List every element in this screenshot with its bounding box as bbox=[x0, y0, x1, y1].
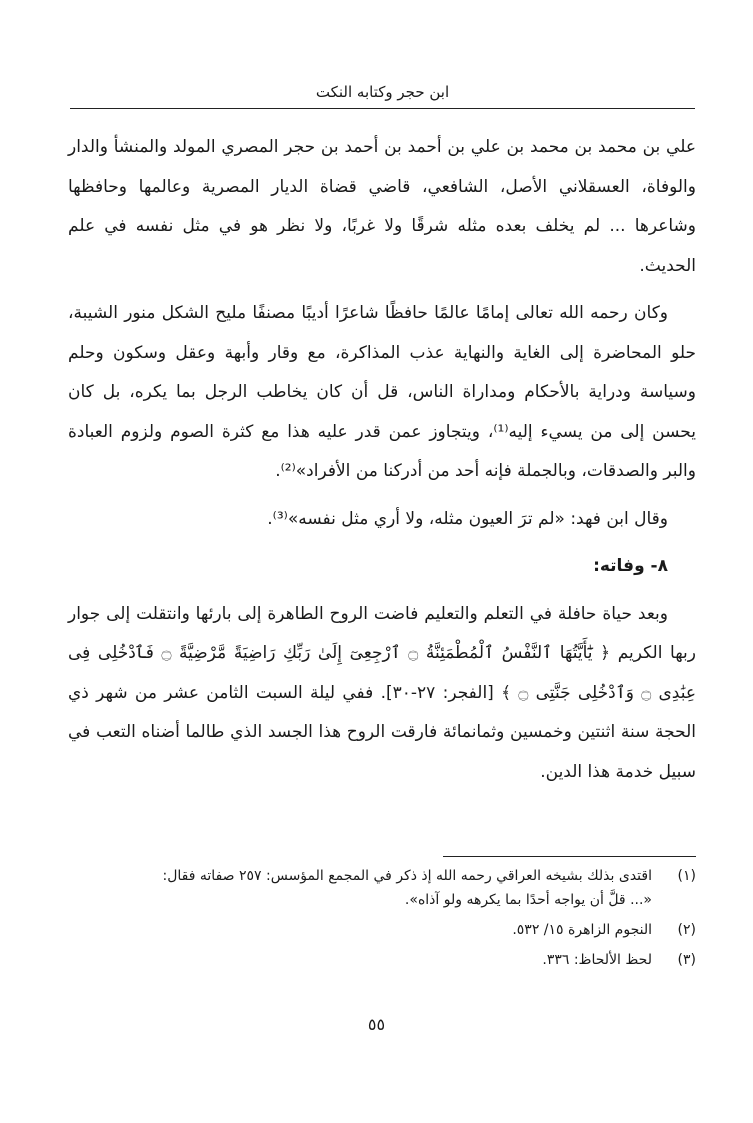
text-line: الذي طالما أضناه التعب في سبيل خدمة هذا الدين. bbox=[68, 722, 696, 782]
footnote-number: (٢) bbox=[677, 922, 696, 938]
paragraph-2 bbox=[68, 294, 696, 492]
footnote-text: لحظ الألحاظ: ٣٣٦. bbox=[542, 952, 652, 968]
footnote-item bbox=[68, 918, 696, 942]
section-heading: ٨- وفاته: bbox=[593, 556, 668, 576]
footnote-item bbox=[68, 864, 696, 888]
footnote-number: (٣) bbox=[677, 952, 696, 968]
footnote-continuation: «... قلَّ أن يواجه أحدًا بما يكرهه ولو آذاه». bbox=[404, 892, 652, 908]
footnote-number: (١) bbox=[677, 868, 696, 884]
text-line: علي بن محمد بن محمد بن علي بن أحمد بن أحمد بن حجر المصري المولد والمنشأ والدار bbox=[68, 137, 696, 157]
text-line: مع كثرة الصوم ولزوم العبادة والبر والصدقات، وبالجملة فإنه أحد من أدركنا من bbox=[68, 421, 696, 481]
footnote-text: النجوم الزاهرة ١٥/ ٥٣٢. bbox=[512, 922, 652, 938]
page-number: ٥٥ bbox=[367, 1015, 386, 1034]
footnote-item bbox=[68, 948, 696, 972]
quran-verse-line: فَٱدْخُلِى فِى عِبَٰدِى ۝ وَٱدْخُلِى جَنَّتِى ۝ ﴾ [الفجر: ٢٧-٣٠]. ففي ليلة السبت الثامن bbox=[68, 643, 697, 703]
footnotes bbox=[68, 864, 696, 972]
text-line: وعقل وسكون وحلم وسياسة ودراية بالأحكام ومداراة الناس، قل أن كان يخاطب bbox=[68, 342, 696, 402]
footnote-text: اقتدى بذلك بشيخه العراقي رحمه الله إذ ذكر في المجمع المؤسس: ٢٥٧ صفاته فقال: bbox=[162, 868, 652, 884]
text-line: وكان رحمه الله تعالى إمامًا عالمًا حافظًا شاعرًا أديبًا مصنفًا مليح الشكل bbox=[161, 303, 668, 323]
quran-verse-line: إلى جوار ربها الكريم ﴿ يَٰٓأَيَّتُهَا ٱلنَّفْسُ ٱلْمُطْمَئِنَّةُ ۝ ٱرْجِعِىٓ إِلَىٰ رَبِّكِ رَاضِيَةً مَّرْضِيَّةً ۝ bbox=[68, 603, 696, 663]
main-text bbox=[68, 128, 696, 792]
text-line: والوفاة، العسقلاني الأصل، الشافعي، قاضي قضاة الديار المصرية وعالمها وحافظها bbox=[68, 176, 696, 197]
footnote-divider bbox=[443, 856, 696, 857]
paragraph-1 bbox=[68, 128, 696, 286]
text-line: منور الشيبة، حلو المحاضرة إلى الغاية والنهاية عذب المذاكرة، مع وقار وأبهة bbox=[68, 303, 697, 363]
paragraph-4 bbox=[68, 595, 696, 793]
text-line: الحديث. bbox=[639, 255, 696, 276]
text-line: وبعد حياة حافلة في التعلم والتعليم فاضت الروح الطاهرة إلى بارئها وانتقلت bbox=[136, 603, 668, 624]
paragraph-3: وقال ابن فهد: «لم ترَ العيون مثله، ولا أري مثل نفسه»⁽³⁾. bbox=[267, 508, 668, 529]
text-line: وشاعرها ... لم يخلف بعده مثله شرقًا ولا غربًا، ولا نظر هو في مثل نفسه في علم bbox=[68, 216, 696, 236]
header-divider bbox=[70, 108, 695, 109]
text-line: الأفراد»⁽²⁾. bbox=[275, 461, 351, 481]
text-line: الرجل بما يكره، بل كان يحسن إلى من يسيء إليه⁽¹⁾، ويتجاوز عمن قدر عليه هذا bbox=[68, 382, 696, 442]
text-line: عشر من شهر ذي الحجة سنة اثنتين وخمسين وثمانمائة فارقت الروح هذا الجسد bbox=[68, 682, 696, 742]
running-header: ابن حجر وكتابه النكت bbox=[315, 83, 450, 101]
